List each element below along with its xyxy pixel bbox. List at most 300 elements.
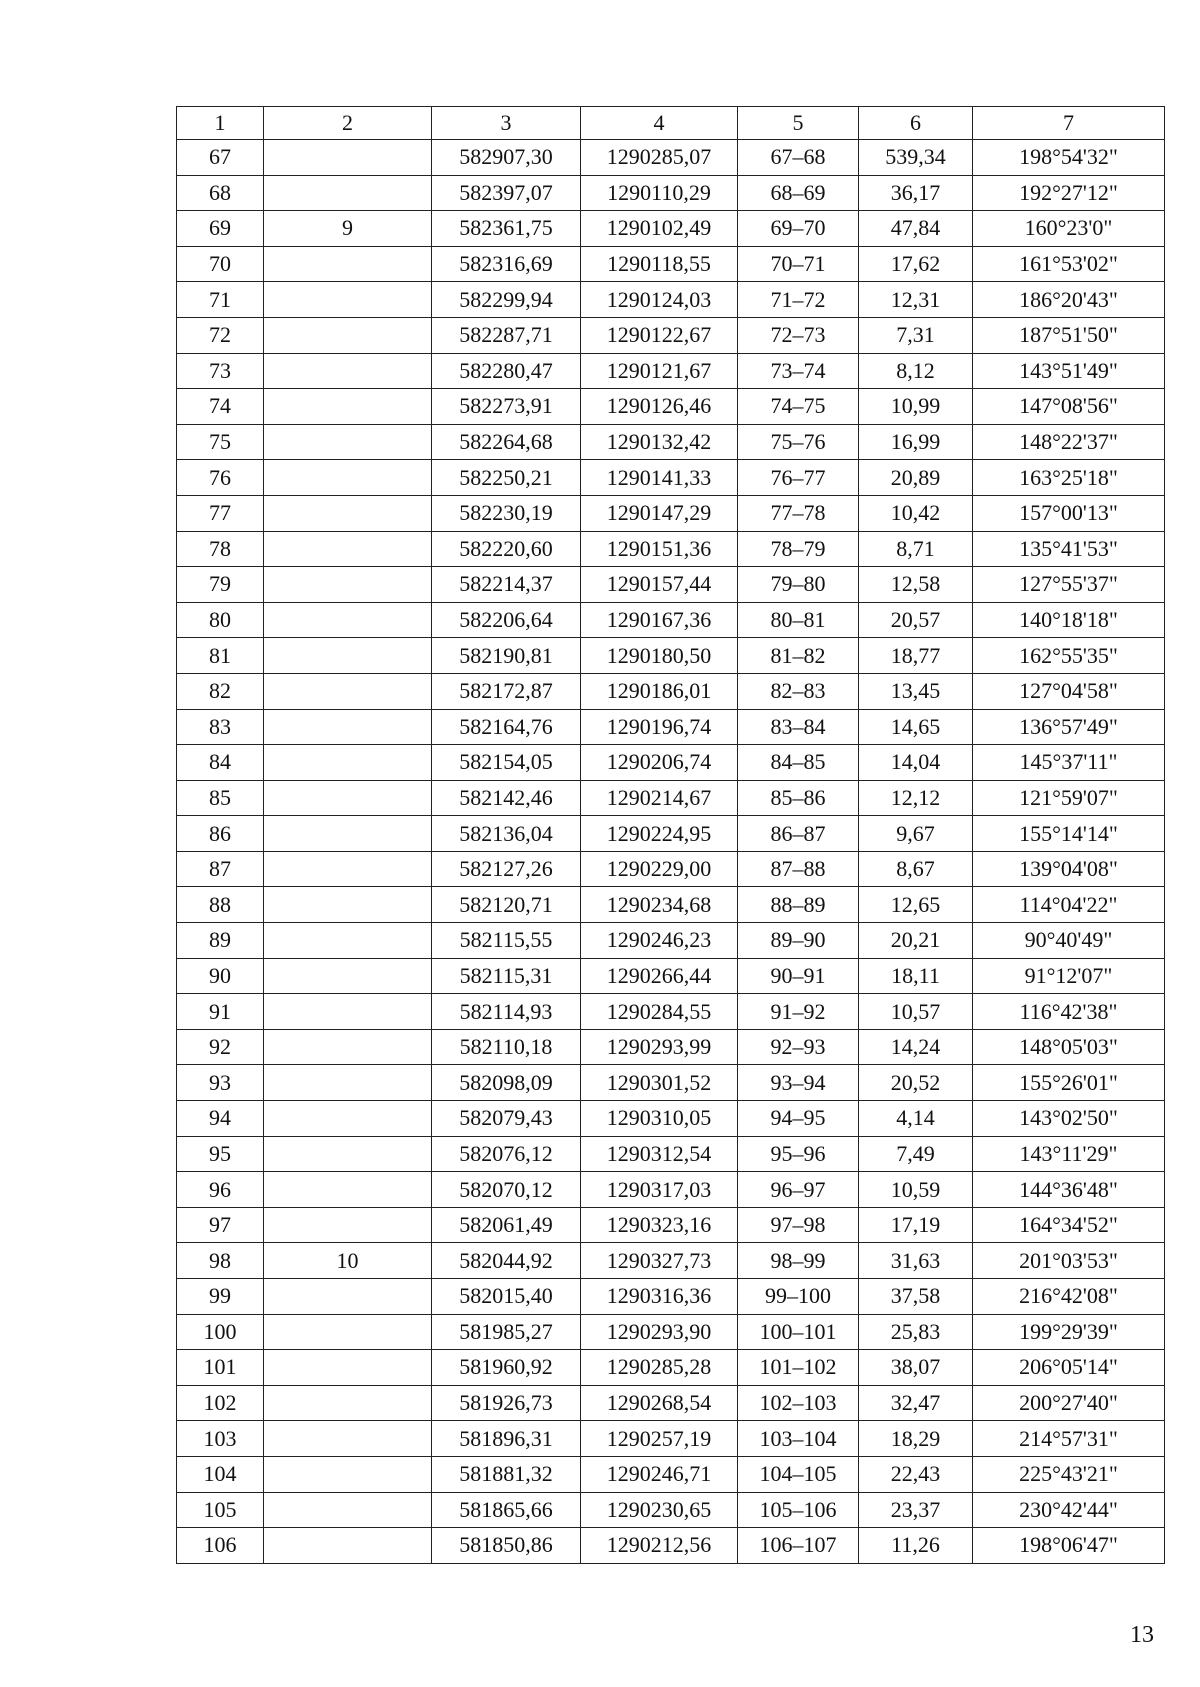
- point-number-cell: 102: [177, 1385, 264, 1421]
- segment-cell: 103–104: [738, 1421, 859, 1457]
- section-cell: [264, 602, 432, 638]
- section-cell: [264, 389, 432, 425]
- bearing-cell: 143°02'50": [973, 1101, 1165, 1137]
- section-cell: [264, 1385, 432, 1421]
- x-coordinate-cell: 582361,75: [432, 211, 581, 247]
- length-cell: 37,58: [859, 1279, 973, 1315]
- segment-cell: 98–99: [738, 1243, 859, 1279]
- x-coordinate-cell: 582136,04: [432, 816, 581, 852]
- y-coordinate-cell: 1290317,03: [581, 1172, 738, 1208]
- segment-cell: 100–101: [738, 1314, 859, 1350]
- bearing-cell: 206°05'14": [973, 1350, 1165, 1386]
- y-coordinate-cell: 1290312,54: [581, 1136, 738, 1172]
- length-cell: 31,63: [859, 1243, 973, 1279]
- x-coordinate-cell: 582120,71: [432, 887, 581, 923]
- point-number-cell: 76: [177, 460, 264, 496]
- y-coordinate-cell: 1290285,28: [581, 1350, 738, 1386]
- y-coordinate-cell: 1290167,36: [581, 602, 738, 638]
- point-number-cell: 103: [177, 1421, 264, 1457]
- length-cell: 17,19: [859, 1207, 973, 1243]
- length-cell: 7,49: [859, 1136, 973, 1172]
- table-row: [177, 353, 1165, 389]
- point-number-cell: 87: [177, 851, 264, 887]
- segment-cell: 70–71: [738, 246, 859, 282]
- point-number-cell: 101: [177, 1350, 264, 1386]
- table-row: [177, 780, 1165, 816]
- y-coordinate-cell: 1290206,74: [581, 745, 738, 781]
- point-number-cell: 73: [177, 353, 264, 389]
- y-coordinate-cell: 1290234,68: [581, 887, 738, 923]
- y-coordinate-cell: 1290147,29: [581, 495, 738, 531]
- point-number-cell: 80: [177, 602, 264, 638]
- bearing-cell: 127°55'37": [973, 567, 1165, 603]
- bearing-cell: 225°43'21": [973, 1456, 1165, 1492]
- point-number-cell: 68: [177, 175, 264, 211]
- length-cell: 18,11: [859, 958, 973, 994]
- y-coordinate-cell: 1290268,54: [581, 1385, 738, 1421]
- bearing-cell: 161°53'02": [973, 246, 1165, 282]
- column-header: 3: [432, 107, 581, 140]
- x-coordinate-cell: 582287,71: [432, 317, 581, 353]
- segment-cell: 78–79: [738, 531, 859, 567]
- table-row: [177, 887, 1165, 923]
- section-cell: [264, 673, 432, 709]
- point-number-cell: 89: [177, 923, 264, 959]
- length-cell: 25,83: [859, 1314, 973, 1350]
- bearing-cell: 121°59'07": [973, 780, 1165, 816]
- segment-cell: 101–102: [738, 1350, 859, 1386]
- length-cell: 8,71: [859, 531, 973, 567]
- table-row: [177, 460, 1165, 496]
- x-coordinate-cell: 582316,69: [432, 246, 581, 282]
- table-row: [177, 994, 1165, 1030]
- point-number-cell: 105: [177, 1492, 264, 1528]
- segment-cell: 73–74: [738, 353, 859, 389]
- point-number-cell: 70: [177, 246, 264, 282]
- y-coordinate-cell: 1290132,42: [581, 424, 738, 460]
- y-coordinate-cell: 1290102,49: [581, 211, 738, 247]
- x-coordinate-cell: 582115,31: [432, 958, 581, 994]
- y-coordinate-cell: 1290151,36: [581, 531, 738, 567]
- section-cell: [264, 531, 432, 567]
- table-row: [177, 673, 1165, 709]
- x-coordinate-cell: 582015,40: [432, 1279, 581, 1315]
- segment-cell: 96–97: [738, 1172, 859, 1208]
- x-coordinate-cell: 582907,30: [432, 140, 581, 176]
- x-coordinate-cell: 582154,05: [432, 745, 581, 781]
- point-number-cell: 74: [177, 389, 264, 425]
- section-cell: [264, 424, 432, 460]
- y-coordinate-cell: 1290229,00: [581, 851, 738, 887]
- point-number-cell: 93: [177, 1065, 264, 1101]
- x-coordinate-cell: 582127,26: [432, 851, 581, 887]
- x-coordinate-cell: 582190,81: [432, 638, 581, 674]
- bearing-cell: 187°51'50": [973, 317, 1165, 353]
- length-cell: 13,45: [859, 673, 973, 709]
- table-row: [177, 745, 1165, 781]
- bearing-cell: 127°04'58": [973, 673, 1165, 709]
- segment-cell: 89–90: [738, 923, 859, 959]
- bearing-cell: 164°34'52": [973, 1207, 1165, 1243]
- bearing-cell: 230°42'44": [973, 1492, 1165, 1528]
- segment-cell: 71–72: [738, 282, 859, 318]
- length-cell: 539,34: [859, 140, 973, 176]
- segment-cell: 97–98: [738, 1207, 859, 1243]
- section-cell: [264, 460, 432, 496]
- y-coordinate-cell: 1290186,01: [581, 673, 738, 709]
- length-cell: 8,67: [859, 851, 973, 887]
- y-coordinate-cell: 1290257,19: [581, 1421, 738, 1457]
- x-coordinate-cell: 581896,31: [432, 1421, 581, 1457]
- table-row: [177, 851, 1165, 887]
- length-cell: 20,89: [859, 460, 973, 496]
- bearing-cell: 136°57'49": [973, 709, 1165, 745]
- table-row: [177, 1456, 1165, 1492]
- point-number-cell: 85: [177, 780, 264, 816]
- section-cell: [264, 1456, 432, 1492]
- point-number-cell: 90: [177, 958, 264, 994]
- coordinates-table: [176, 106, 1165, 1564]
- column-header: 7: [973, 107, 1165, 140]
- table-row: [177, 282, 1165, 318]
- section-cell: [264, 1172, 432, 1208]
- table-row: [177, 709, 1165, 745]
- length-cell: 10,42: [859, 495, 973, 531]
- length-cell: 18,29: [859, 1421, 973, 1457]
- point-number-cell: 78: [177, 531, 264, 567]
- length-cell: 12,12: [859, 780, 973, 816]
- segment-cell: 102–103: [738, 1385, 859, 1421]
- x-coordinate-cell: 581985,27: [432, 1314, 581, 1350]
- segment-cell: 80–81: [738, 602, 859, 638]
- table-body: [177, 140, 1165, 1564]
- x-coordinate-cell: 582142,46: [432, 780, 581, 816]
- x-coordinate-cell: 582076,12: [432, 1136, 581, 1172]
- table-row: [177, 175, 1165, 211]
- point-number-cell: 99: [177, 1279, 264, 1315]
- x-coordinate-cell: 582044,92: [432, 1243, 581, 1279]
- section-cell: [264, 175, 432, 211]
- x-coordinate-cell: 581960,92: [432, 1350, 581, 1386]
- bearing-cell: 135°41'53": [973, 531, 1165, 567]
- x-coordinate-cell: 582098,09: [432, 1065, 581, 1101]
- segment-cell: 68–69: [738, 175, 859, 211]
- bearing-cell: 90°40'49": [973, 923, 1165, 959]
- segment-cell: 77–78: [738, 495, 859, 531]
- point-number-cell: 86: [177, 816, 264, 852]
- table-row: [177, 1101, 1165, 1137]
- bearing-cell: 214°57'31": [973, 1421, 1165, 1457]
- segment-cell: 83–84: [738, 709, 859, 745]
- bearing-cell: 163°25'18": [973, 460, 1165, 496]
- y-coordinate-cell: 1290124,03: [581, 282, 738, 318]
- segment-cell: 79–80: [738, 567, 859, 603]
- section-cell: [264, 1029, 432, 1065]
- length-cell: 12,31: [859, 282, 973, 318]
- segment-cell: 105–106: [738, 1492, 859, 1528]
- x-coordinate-cell: 581881,32: [432, 1456, 581, 1492]
- segment-cell: 93–94: [738, 1065, 859, 1101]
- section-cell: [264, 1528, 432, 1564]
- bearing-cell: 143°11'29": [973, 1136, 1165, 1172]
- table-row: [177, 246, 1165, 282]
- segment-cell: 99–100: [738, 1279, 859, 1315]
- x-coordinate-cell: 582214,37: [432, 567, 581, 603]
- table-row: [177, 1492, 1165, 1528]
- point-number-cell: 82: [177, 673, 264, 709]
- length-cell: 4,14: [859, 1101, 973, 1137]
- segment-cell: 86–87: [738, 816, 859, 852]
- y-coordinate-cell: 1290266,44: [581, 958, 738, 994]
- length-cell: 14,65: [859, 709, 973, 745]
- y-coordinate-cell: 1290293,99: [581, 1029, 738, 1065]
- length-cell: 11,26: [859, 1528, 973, 1564]
- bearing-cell: 155°14'14": [973, 816, 1165, 852]
- section-cell: [264, 923, 432, 959]
- section-cell: [264, 353, 432, 389]
- bearing-cell: 157°00'13": [973, 495, 1165, 531]
- segment-cell: 74–75: [738, 389, 859, 425]
- section-cell: [264, 1421, 432, 1457]
- point-number-cell: 104: [177, 1456, 264, 1492]
- y-coordinate-cell: 1290224,95: [581, 816, 738, 852]
- length-cell: 20,52: [859, 1065, 973, 1101]
- y-coordinate-cell: 1290122,67: [581, 317, 738, 353]
- bearing-cell: 216°42'08": [973, 1279, 1165, 1315]
- table-row: [177, 495, 1165, 531]
- table-row: [177, 1243, 1165, 1279]
- column-header: 5: [738, 107, 859, 140]
- point-number-cell: 67: [177, 140, 264, 176]
- segment-cell: 88–89: [738, 887, 859, 923]
- section-cell: [264, 495, 432, 531]
- segment-cell: 67–68: [738, 140, 859, 176]
- y-coordinate-cell: 1290121,67: [581, 353, 738, 389]
- segment-cell: 87–88: [738, 851, 859, 887]
- section-cell: [264, 816, 432, 852]
- y-coordinate-cell: 1290110,29: [581, 175, 738, 211]
- section-cell: 9: [264, 211, 432, 247]
- section-cell: [264, 1350, 432, 1386]
- table-row: [177, 958, 1165, 994]
- table-row: [177, 1029, 1165, 1065]
- section-cell: [264, 958, 432, 994]
- length-cell: 38,07: [859, 1350, 973, 1386]
- x-coordinate-cell: 582115,55: [432, 923, 581, 959]
- table-row: [177, 140, 1165, 176]
- section-cell: [264, 709, 432, 745]
- section-cell: [264, 638, 432, 674]
- bearing-cell: 160°23'0": [973, 211, 1165, 247]
- section-cell: [264, 567, 432, 603]
- y-coordinate-cell: 1290230,65: [581, 1492, 738, 1528]
- length-cell: 17,62: [859, 246, 973, 282]
- point-number-cell: 84: [177, 745, 264, 781]
- bearing-cell: 116°42'38": [973, 994, 1165, 1030]
- point-number-cell: 95: [177, 1136, 264, 1172]
- length-cell: 9,67: [859, 816, 973, 852]
- segment-cell: 104–105: [738, 1456, 859, 1492]
- length-cell: 22,43: [859, 1456, 973, 1492]
- column-header: 4: [581, 107, 738, 140]
- length-cell: 12,65: [859, 887, 973, 923]
- section-cell: [264, 1314, 432, 1350]
- segment-cell: 72–73: [738, 317, 859, 353]
- y-coordinate-cell: 1290246,23: [581, 923, 738, 959]
- y-coordinate-cell: 1290214,67: [581, 780, 738, 816]
- point-number-cell: 88: [177, 887, 264, 923]
- y-coordinate-cell: 1290196,74: [581, 709, 738, 745]
- length-cell: 20,21: [859, 923, 973, 959]
- length-cell: 20,57: [859, 602, 973, 638]
- length-cell: 16,99: [859, 424, 973, 460]
- segment-cell: 92–93: [738, 1029, 859, 1065]
- table-row: [177, 1279, 1165, 1315]
- length-cell: 47,84: [859, 211, 973, 247]
- length-cell: 8,12: [859, 353, 973, 389]
- x-coordinate-cell: 581850,86: [432, 1528, 581, 1564]
- section-cell: [264, 1065, 432, 1101]
- section-cell: [264, 1136, 432, 1172]
- point-number-cell: 97: [177, 1207, 264, 1243]
- bearing-cell: 147°08'56": [973, 389, 1165, 425]
- bearing-cell: 192°27'12": [973, 175, 1165, 211]
- bearing-cell: 144°36'48": [973, 1172, 1165, 1208]
- section-cell: [264, 851, 432, 887]
- table-row: [177, 211, 1165, 247]
- x-coordinate-cell: 581865,66: [432, 1492, 581, 1528]
- point-number-cell: 72: [177, 317, 264, 353]
- x-coordinate-cell: 582397,07: [432, 175, 581, 211]
- point-number-cell: 77: [177, 495, 264, 531]
- table-row: [177, 1207, 1165, 1243]
- section-cell: [264, 780, 432, 816]
- table-row: [177, 1065, 1165, 1101]
- y-coordinate-cell: 1290310,05: [581, 1101, 738, 1137]
- segment-cell: 90–91: [738, 958, 859, 994]
- segment-cell: 91–92: [738, 994, 859, 1030]
- table-row: [177, 923, 1165, 959]
- length-cell: 10,99: [859, 389, 973, 425]
- point-number-cell: 79: [177, 567, 264, 603]
- x-coordinate-cell: 582070,12: [432, 1172, 581, 1208]
- x-coordinate-cell: 582220,60: [432, 531, 581, 567]
- table-row: [177, 1385, 1165, 1421]
- length-cell: 10,57: [859, 994, 973, 1030]
- column-header: 6: [859, 107, 973, 140]
- segment-cell: 106–107: [738, 1528, 859, 1564]
- x-coordinate-cell: 582264,68: [432, 424, 581, 460]
- bearing-cell: 145°37'11": [973, 745, 1165, 781]
- x-coordinate-cell: 582114,93: [432, 994, 581, 1030]
- y-coordinate-cell: 1290284,55: [581, 994, 738, 1030]
- point-number-cell: 98: [177, 1243, 264, 1279]
- table-row: [177, 638, 1165, 674]
- y-coordinate-cell: 1290285,07: [581, 140, 738, 176]
- segment-cell: 69–70: [738, 211, 859, 247]
- point-number-cell: 91: [177, 994, 264, 1030]
- bearing-cell: 200°27'40": [973, 1385, 1165, 1421]
- bearing-cell: 148°22'37": [973, 424, 1165, 460]
- section-cell: 10: [264, 1243, 432, 1279]
- point-number-cell: 75: [177, 424, 264, 460]
- bearing-cell: 198°54'32": [973, 140, 1165, 176]
- x-coordinate-cell: 582250,21: [432, 460, 581, 496]
- segment-cell: 82–83: [738, 673, 859, 709]
- bearing-cell: 198°06'47": [973, 1528, 1165, 1564]
- length-cell: 23,37: [859, 1492, 973, 1528]
- bearing-cell: 114°04'22": [973, 887, 1165, 923]
- y-coordinate-cell: 1290126,46: [581, 389, 738, 425]
- bearing-cell: 199°29'39": [973, 1314, 1165, 1350]
- length-cell: 14,04: [859, 745, 973, 781]
- section-cell: [264, 282, 432, 318]
- table-row: [177, 602, 1165, 638]
- point-number-cell: 100: [177, 1314, 264, 1350]
- table-row: [177, 424, 1165, 460]
- point-number-cell: 96: [177, 1172, 264, 1208]
- bearing-cell: 148°05'03": [973, 1029, 1165, 1065]
- y-coordinate-cell: 1290212,56: [581, 1528, 738, 1564]
- section-cell: [264, 1492, 432, 1528]
- table-row: [177, 1314, 1165, 1350]
- bearing-cell: 186°20'43": [973, 282, 1165, 318]
- table-header-row: [177, 107, 1165, 140]
- section-cell: [264, 246, 432, 282]
- bearing-cell: 162°55'35": [973, 638, 1165, 674]
- section-cell: [264, 994, 432, 1030]
- point-number-cell: 81: [177, 638, 264, 674]
- table-row: [177, 1421, 1165, 1457]
- y-coordinate-cell: 1290301,52: [581, 1065, 738, 1101]
- segment-cell: 76–77: [738, 460, 859, 496]
- x-coordinate-cell: 582280,47: [432, 353, 581, 389]
- segment-cell: 85–86: [738, 780, 859, 816]
- x-coordinate-cell: 582206,64: [432, 602, 581, 638]
- x-coordinate-cell: 582273,91: [432, 389, 581, 425]
- length-cell: 10,59: [859, 1172, 973, 1208]
- y-coordinate-cell: 1290327,73: [581, 1243, 738, 1279]
- table-row: [177, 389, 1165, 425]
- y-coordinate-cell: 1290323,16: [581, 1207, 738, 1243]
- length-cell: 7,31: [859, 317, 973, 353]
- y-coordinate-cell: 1290246,71: [581, 1456, 738, 1492]
- length-cell: 36,17: [859, 175, 973, 211]
- table-row: [177, 1172, 1165, 1208]
- point-number-cell: 83: [177, 709, 264, 745]
- x-coordinate-cell: 581926,73: [432, 1385, 581, 1421]
- table-row: [177, 567, 1165, 603]
- bearing-cell: 143°51'49": [973, 353, 1165, 389]
- bearing-cell: 139°04'08": [973, 851, 1165, 887]
- length-cell: 32,47: [859, 1385, 973, 1421]
- x-coordinate-cell: 582164,76: [432, 709, 581, 745]
- section-cell: [264, 140, 432, 176]
- table-row: [177, 1350, 1165, 1386]
- section-cell: [264, 1207, 432, 1243]
- table-row: [177, 531, 1165, 567]
- x-coordinate-cell: 582061,49: [432, 1207, 581, 1243]
- length-cell: 12,58: [859, 567, 973, 603]
- y-coordinate-cell: 1290316,36: [581, 1279, 738, 1315]
- segment-cell: 95–96: [738, 1136, 859, 1172]
- table-row: [177, 1528, 1165, 1564]
- column-header: 1: [177, 107, 264, 140]
- section-cell: [264, 317, 432, 353]
- x-coordinate-cell: 582172,87: [432, 673, 581, 709]
- bearing-cell: 155°26'01": [973, 1065, 1165, 1101]
- y-coordinate-cell: 1290293,90: [581, 1314, 738, 1350]
